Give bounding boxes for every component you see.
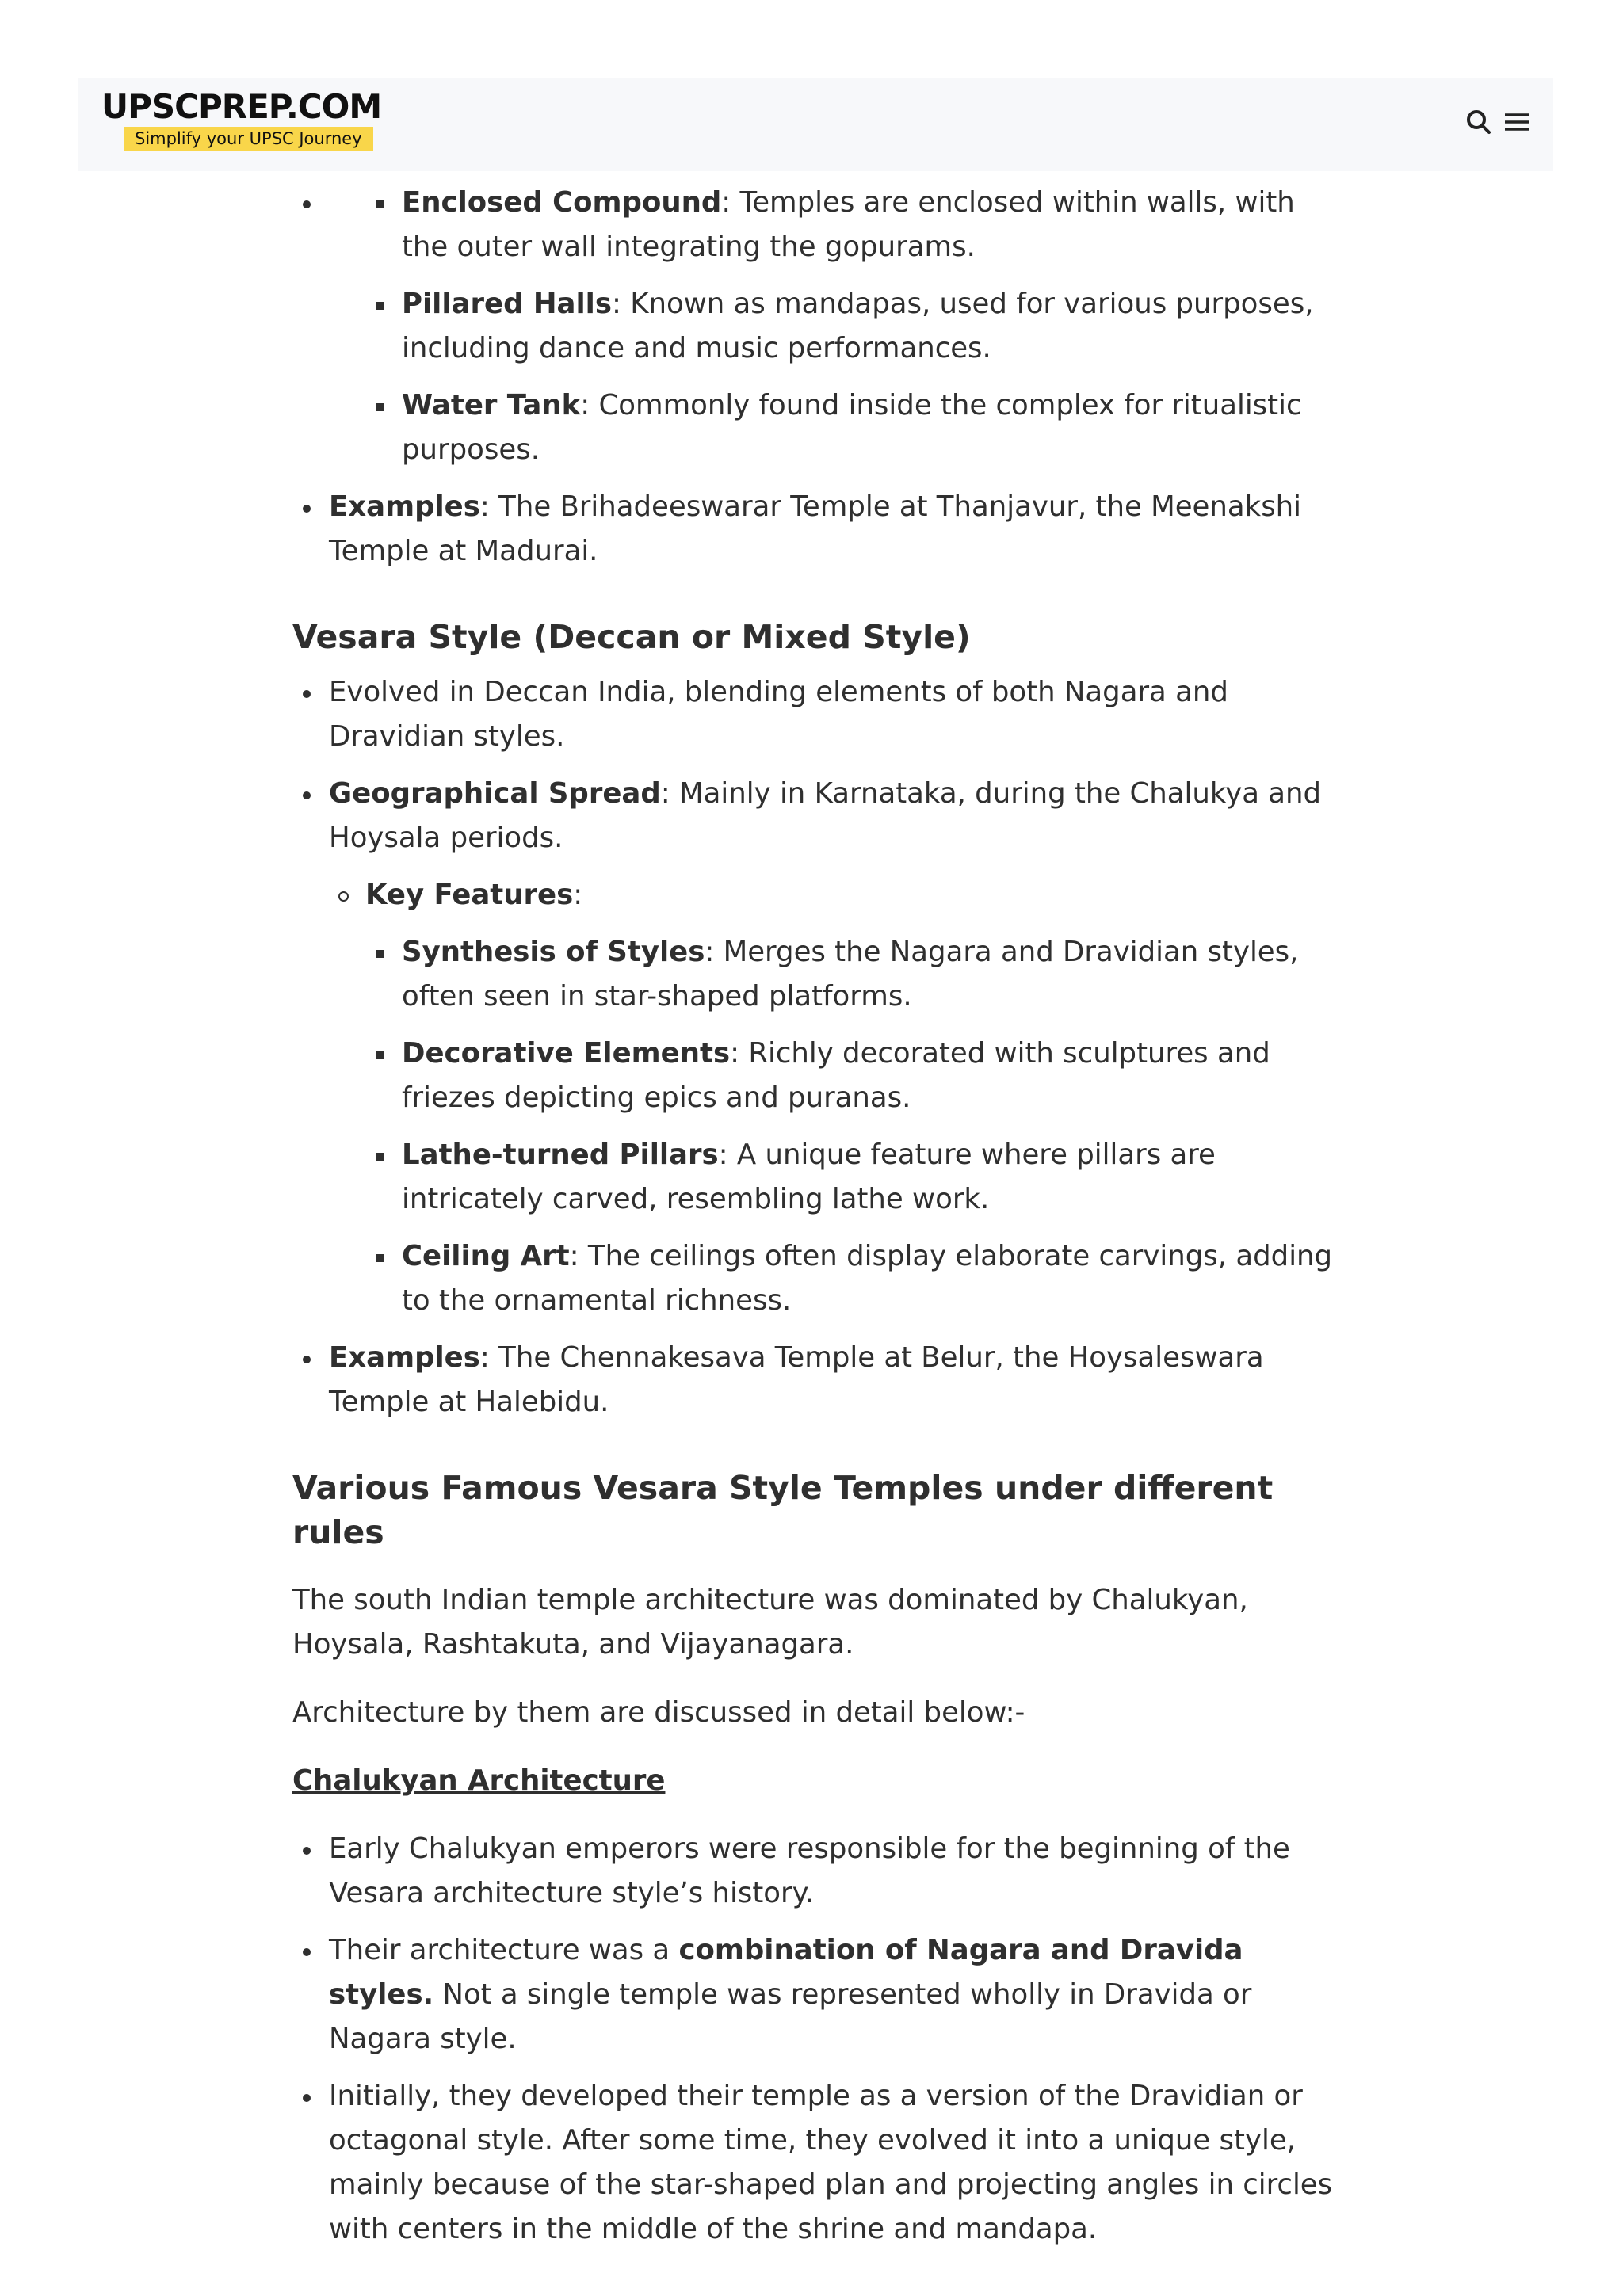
dravida-examples: Examples: The Brihadeeswarar Temple at Thanjavur, the Meenakshi Temple at Madurai. <box>292 485 1338 574</box>
continued-list-item <box>292 181 1338 472</box>
chalukyan-heading: Chalukyan Architecture <box>292 1764 666 1797</box>
feature-item: Synthesis of Styles: Merges the Nagara and Dravidian styles, often seen in star-shaped platforms. <box>365 930 1338 1019</box>
feature-item: Enclosed Compound: Temples are enclosed within walls, with the outer wall integrating the gopurams. <box>365 181 1338 269</box>
vesara-examples: Examples: The Chennakesava Temple at Belur, the Hoysaleswara Temple at Halebidu. <box>292 1336 1338 1425</box>
search-icon[interactable] <box>1465 108 1493 136</box>
famous-paragraph: The south Indian temple architecture was dominated by Chalukyan, Hoysala, Rashtakuta, and Vijayanagara. <box>292 1584 1248 1661</box>
vesara-list <box>292 670 1338 1425</box>
vesara-spread: Geographical Spread: Mainly in Karnataka, during the Chalukya and Hoysala periods. Key Features: Synthesis of Styles: Merges the Nagara and Dravidian styles, often seen in star-shaped platforms. Decorative Elements: Richly decorated with sculptures and friezes depicting epics and puranas. Lathe-turned Pillars: A unique feature where pillars are intricately carved, resembling lathe work. Ceiling Art: The ceilings often display elaborate carvings, adding to the ornamental richness. <box>292 772 1338 1323</box>
header-actions <box>1465 108 1531 136</box>
famous-heading: Various Famous Vesara Style Temples under different rules <box>292 1469 1274 1551</box>
list-item: Early Chalukyan emperors were responsible for the beginning of the Vesara architecture style’s history. <box>292 1827 1338 1916</box>
feature-item: Pillared Halls: Known as mandapas, used for various purposes, including dance and music performances. <box>365 282 1338 371</box>
vesara-sub-list <box>329 873 1338 1323</box>
vesara-features <box>365 930 1338 1323</box>
vesara-heading: Vesara Style (Deccan or Mixed Style) <box>292 618 971 656</box>
feature-item: Ceiling Art: The ceilings often display elaborate carvings, adding to the ornamental richness. <box>365 1234 1338 1323</box>
chalukyan-list <box>292 1827 1338 2252</box>
menu-icon[interactable] <box>1503 108 1531 136</box>
continued-features <box>365 181 1338 472</box>
famous-paragraph-2: Architecture by them are discussed in detail below:- <box>292 1696 1025 1729</box>
feature-item: Water Tank: Commonly found inside the complex for ritualistic purposes. <box>365 383 1338 472</box>
article-content <box>292 181 1338 2264</box>
list-item: Initially, they developed their temple as a version of the Dravidian or octagonal style. After some time, they evolved it into a unique style, mainly because of the star-shaped plan and projecting angles in circles with centers in the middle of the shrine and mandapa. <box>292 2074 1338 2252</box>
key-features: Key Features: Synthesis of Styles: Merges the Nagara and Dravidian styles, often seen in star-shaped platforms. Decorative Elements: Richly decorated with sculptures and friezes depicting epics and puranas. Lathe-turned Pillars: A unique feature where pillars are intricately carved, resembling lathe work. Ceiling Art: The ceilings often display elaborate carvings, adding to the ornamental richness. <box>329 873 1338 1323</box>
dravida-list <box>292 181 1338 574</box>
feature-item: Decorative Elements: Richly decorated with sculptures and friezes depicting epics and puranas. <box>365 1032 1338 1120</box>
feature-item: Lathe-turned Pillars: A unique feature where pillars are intricately carved, resembling lathe work. <box>365 1133 1338 1222</box>
site-header <box>78 78 1553 171</box>
list-item: Their architecture was a combination of Nagara and Dravida styles. Not a single temple was represented wholly in Dravida or Nagara style. <box>292 1928 1338 2061</box>
vesara-intro: Evolved in Deccan India, blending elements of both Nagara and Dravidian styles. <box>292 670 1338 759</box>
site-tagline: Simplify your UPSC Journey <box>124 127 373 151</box>
site-logo[interactable]: UPSCPREP.COM <box>101 87 382 126</box>
